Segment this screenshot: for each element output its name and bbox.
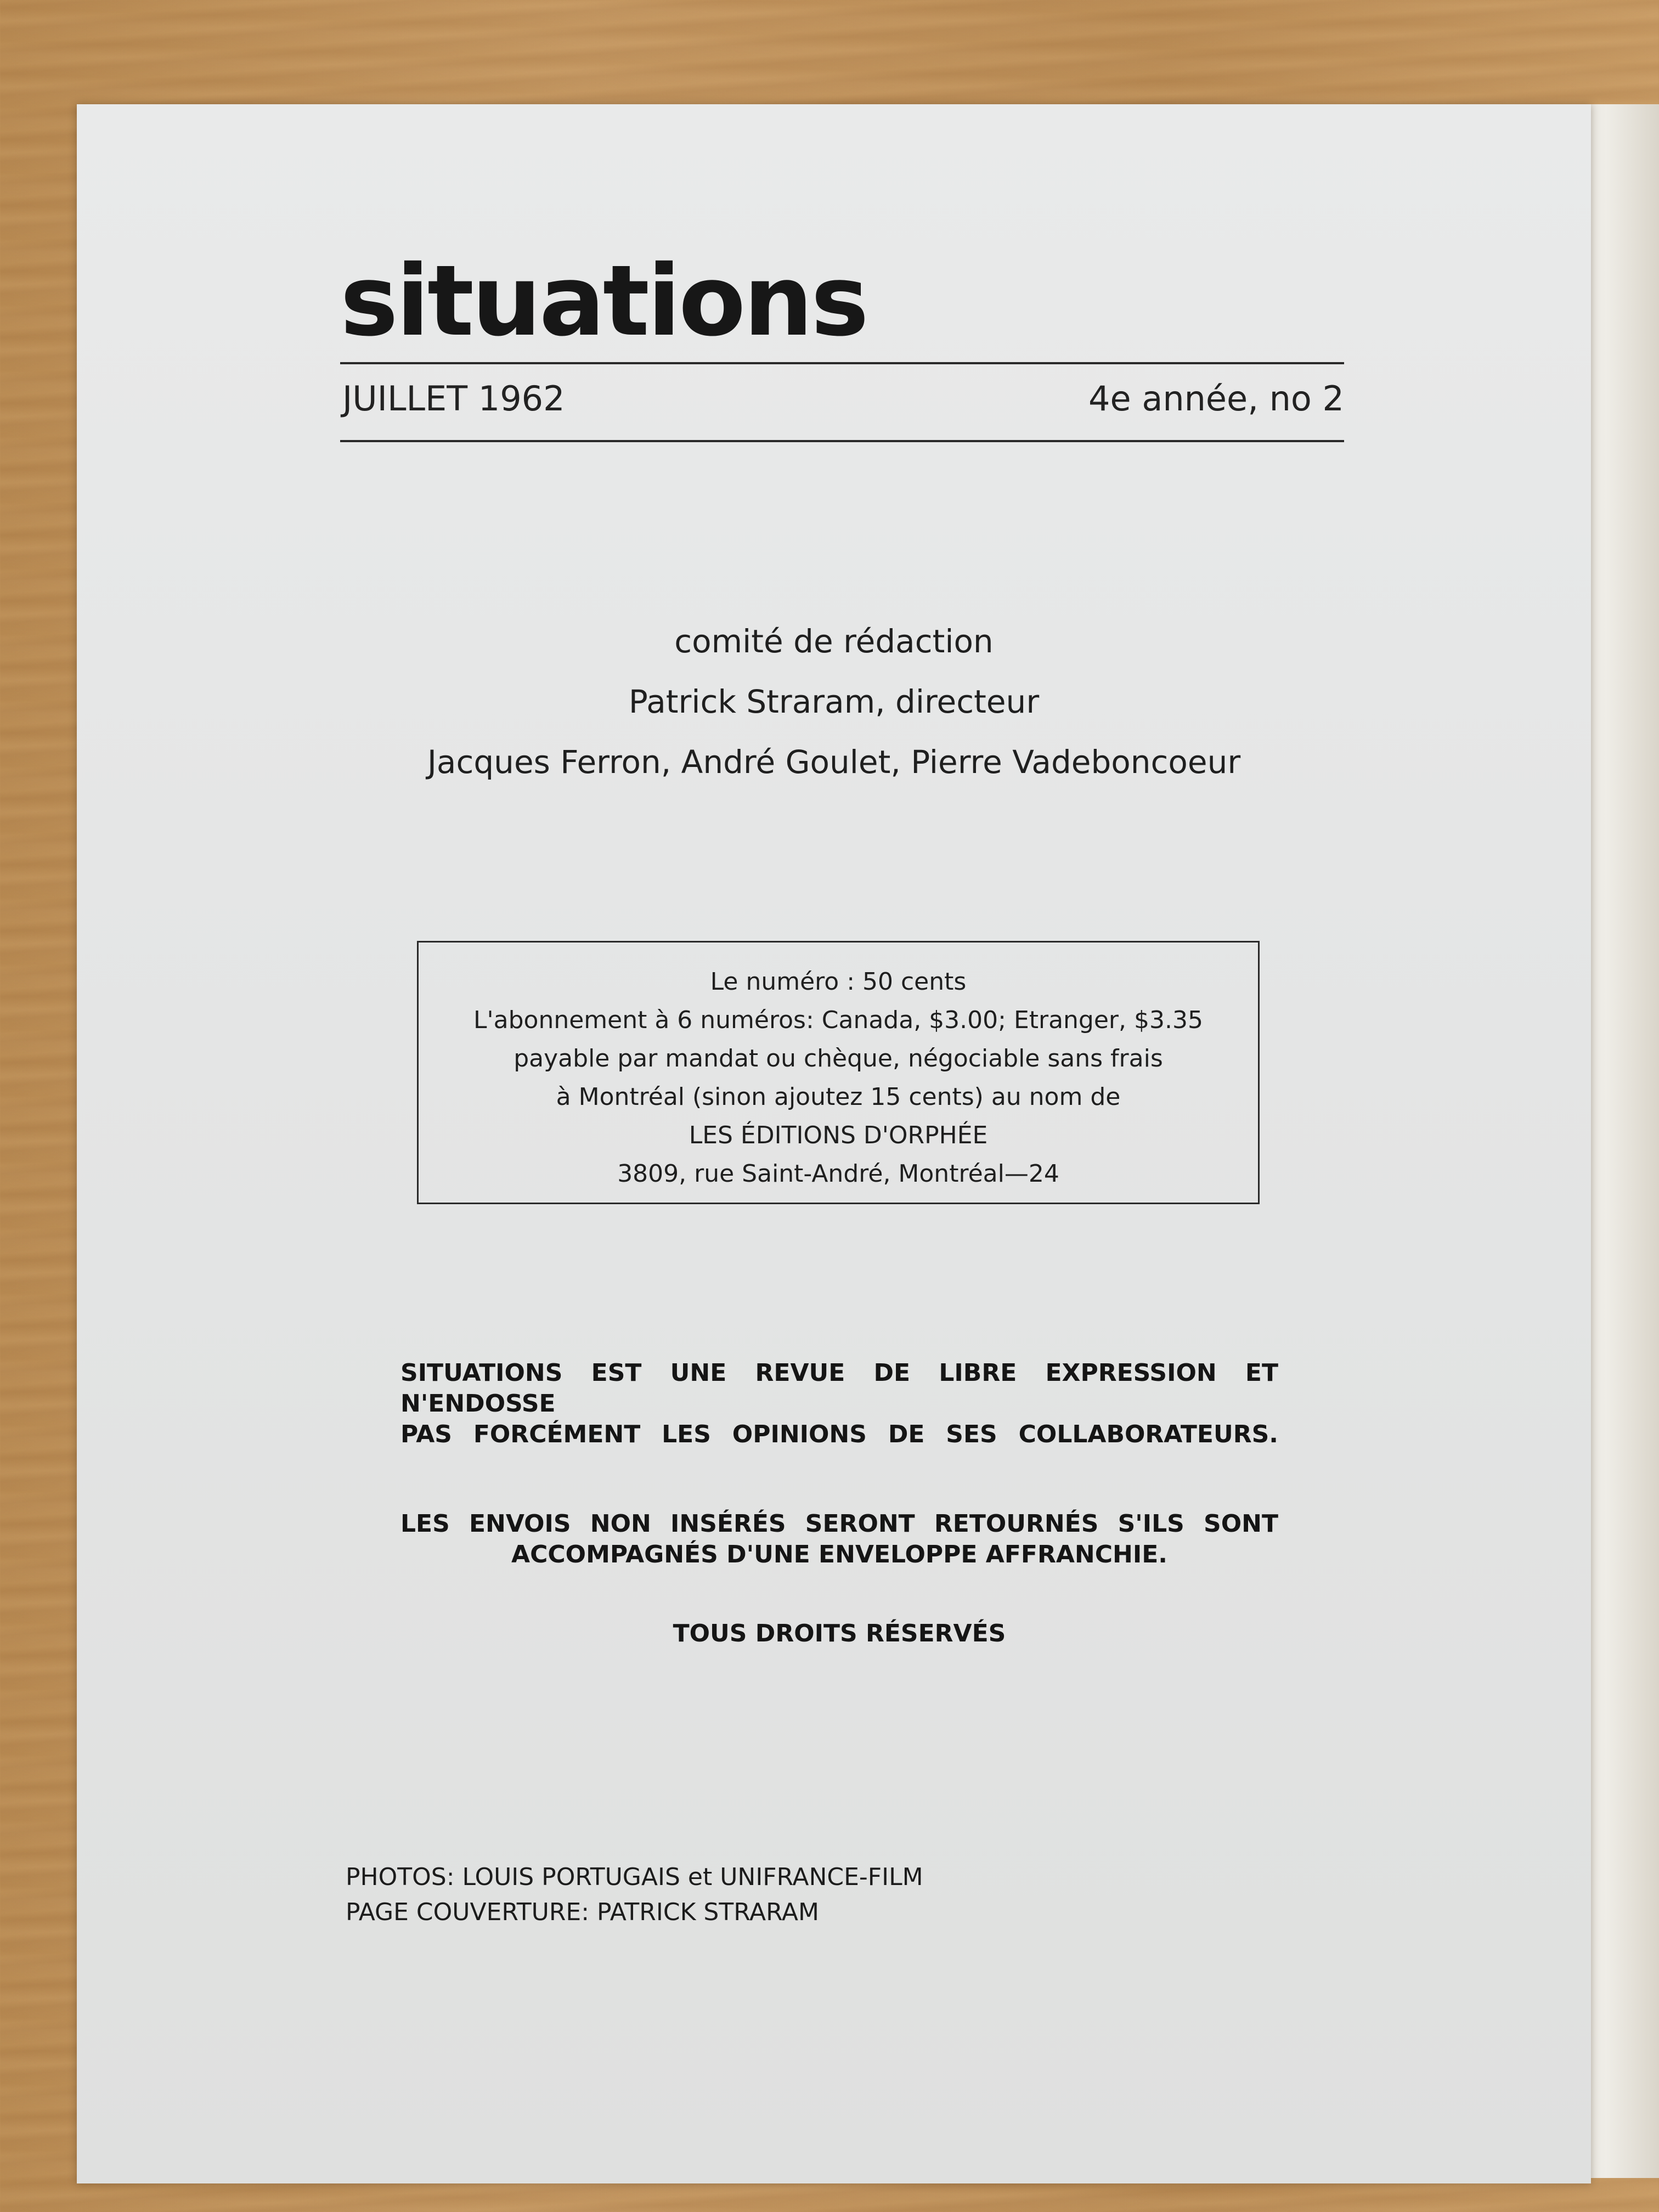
- committee-heading: comité de rédaction: [674, 623, 994, 660]
- issue-number: 4e année, no 2: [1088, 379, 1344, 419]
- pricing-line: payable par mandat ou chèque, négociable sans frais: [514, 1045, 1163, 1073]
- disclaimer-line: SITUATIONS EST UNE REVUE DE LIBRE EXPRESSION ET N'ENDOSSE: [400, 1359, 1278, 1418]
- credits: [346, 1860, 923, 1930]
- submissions-line: ACCOMPAGNÉS D'UNE ENVELOPPE AFFRANCHIE.: [511, 1541, 1167, 1568]
- publisher-name: LES ÉDITIONS D'ORPHÉE: [689, 1121, 988, 1149]
- committee-director: Patrick Straram, directeur: [628, 683, 1040, 720]
- submissions-line: LES ENVOIS NON INSÉRÉS SERONT RETOURNÉS S'ILS SONT: [400, 1510, 1278, 1538]
- cover-credits: PAGE COUVERTURE: PATRICK STRARAM: [346, 1898, 819, 1926]
- masthead-rule-bottom: [340, 440, 1344, 442]
- rights-notice: TOUS DROITS RÉSERVÉS: [673, 1620, 1006, 1647]
- issue-date: JUILLET 1962: [342, 379, 565, 419]
- pricing-line: Le numéro : 50 cents: [710, 968, 967, 996]
- committee-members: Jacques Ferron, André Goulet, Pierre Vadeboncoeur: [427, 743, 1241, 781]
- pricing-box: [417, 941, 1260, 1204]
- pricing-line: L'abonnement à 6 numéros: Canada, $3.00; Etranger, $3.35: [473, 1006, 1203, 1034]
- pricing-lines: [419, 963, 1258, 1193]
- masthead-title: situations: [340, 244, 867, 358]
- editorial-disclaimer: [400, 1358, 1278, 1450]
- pricing-line: à Montréal (sinon ajoutez 15 cents) au nom de: [556, 1083, 1121, 1111]
- publisher-address: 3809, rue Saint-André, Montréal—24: [617, 1160, 1059, 1188]
- pricing-box-top-rule: [419, 941, 1258, 943]
- submissions-notice: [400, 1509, 1278, 1570]
- magazine-page: [77, 104, 1591, 2183]
- disclaimer-line: PAS FORCÉMENT LES OPINIONS DE SES COLLABORATEURS.: [400, 1420, 1278, 1448]
- masthead-rule-top: [340, 362, 1344, 364]
- issue-info-row: [342, 379, 1344, 419]
- photo-credits: PHOTOS: LOUIS PORTUGAIS et UNIFRANCE-FILM: [346, 1863, 923, 1891]
- pricing-box-bottom-rule: [419, 1203, 1258, 1204]
